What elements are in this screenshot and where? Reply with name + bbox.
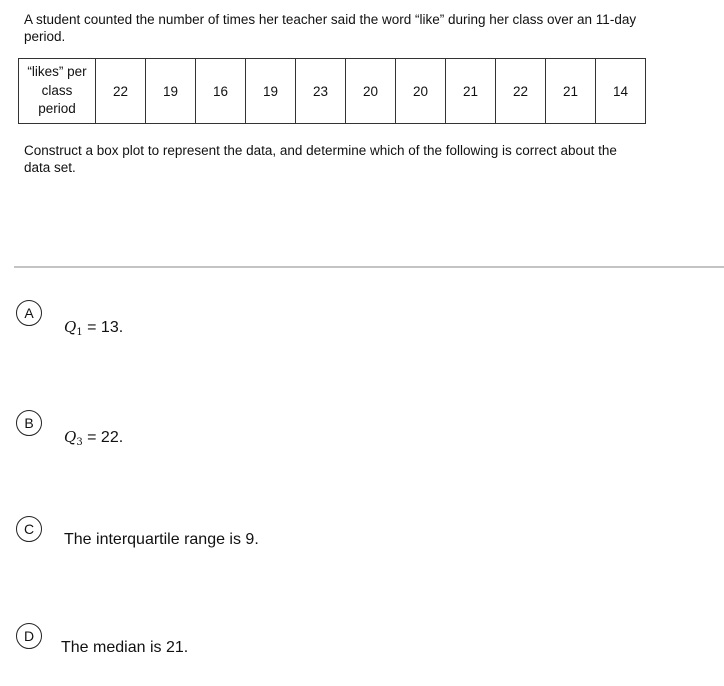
choice-a-value: = 13.: [82, 319, 124, 336]
table-cell: 23: [296, 59, 346, 124]
choice-b-text[interactable]: [64, 428, 123, 448]
table-cell: 20: [346, 59, 396, 124]
choice-a-button[interactable]: A: [16, 300, 42, 326]
table-cell: 22: [96, 59, 146, 124]
choice-a-subscript: 1: [76, 327, 83, 338]
choice-b-variable: Q: [64, 428, 77, 446]
row-label-line: “likes” per: [27, 64, 87, 80]
divider: [14, 266, 724, 268]
table-cell: 21: [446, 59, 496, 124]
choice-b-value: = 22.: [82, 429, 124, 446]
table-cell: 20: [396, 59, 446, 124]
table-row: [19, 59, 646, 124]
row-label-line: class: [41, 82, 73, 98]
choice-a-variable: Q: [64, 318, 77, 336]
table-cell: 19: [146, 59, 196, 124]
data-table: [18, 58, 646, 124]
choice-c-text[interactable]: The interquartile range is 9.: [64, 531, 259, 548]
choice-c-button[interactable]: C: [16, 516, 42, 542]
choice-b-button[interactable]: B: [16, 410, 42, 436]
question-instructions: Construct a box plot to represent the data, and determine which of the following is correct about the data set.: [24, 143, 617, 175]
row-label-line: period: [38, 101, 76, 117]
row-label: [19, 59, 96, 124]
choice-b-subscript: 3: [76, 437, 83, 448]
table-cell: 14: [596, 59, 646, 124]
table-cell: 22: [496, 59, 546, 124]
table-cell: 16: [196, 59, 246, 124]
choice-d-text[interactable]: The median is 21.: [61, 639, 189, 656]
table-cell: 21: [546, 59, 596, 124]
choice-a-text[interactable]: [64, 318, 123, 338]
table-cell: 19: [246, 59, 296, 124]
choice-d-button[interactable]: D: [16, 623, 42, 649]
question-prompt: A student counted the number of times her teacher said the word “like” during her class over an 11-day period.: [24, 12, 637, 44]
